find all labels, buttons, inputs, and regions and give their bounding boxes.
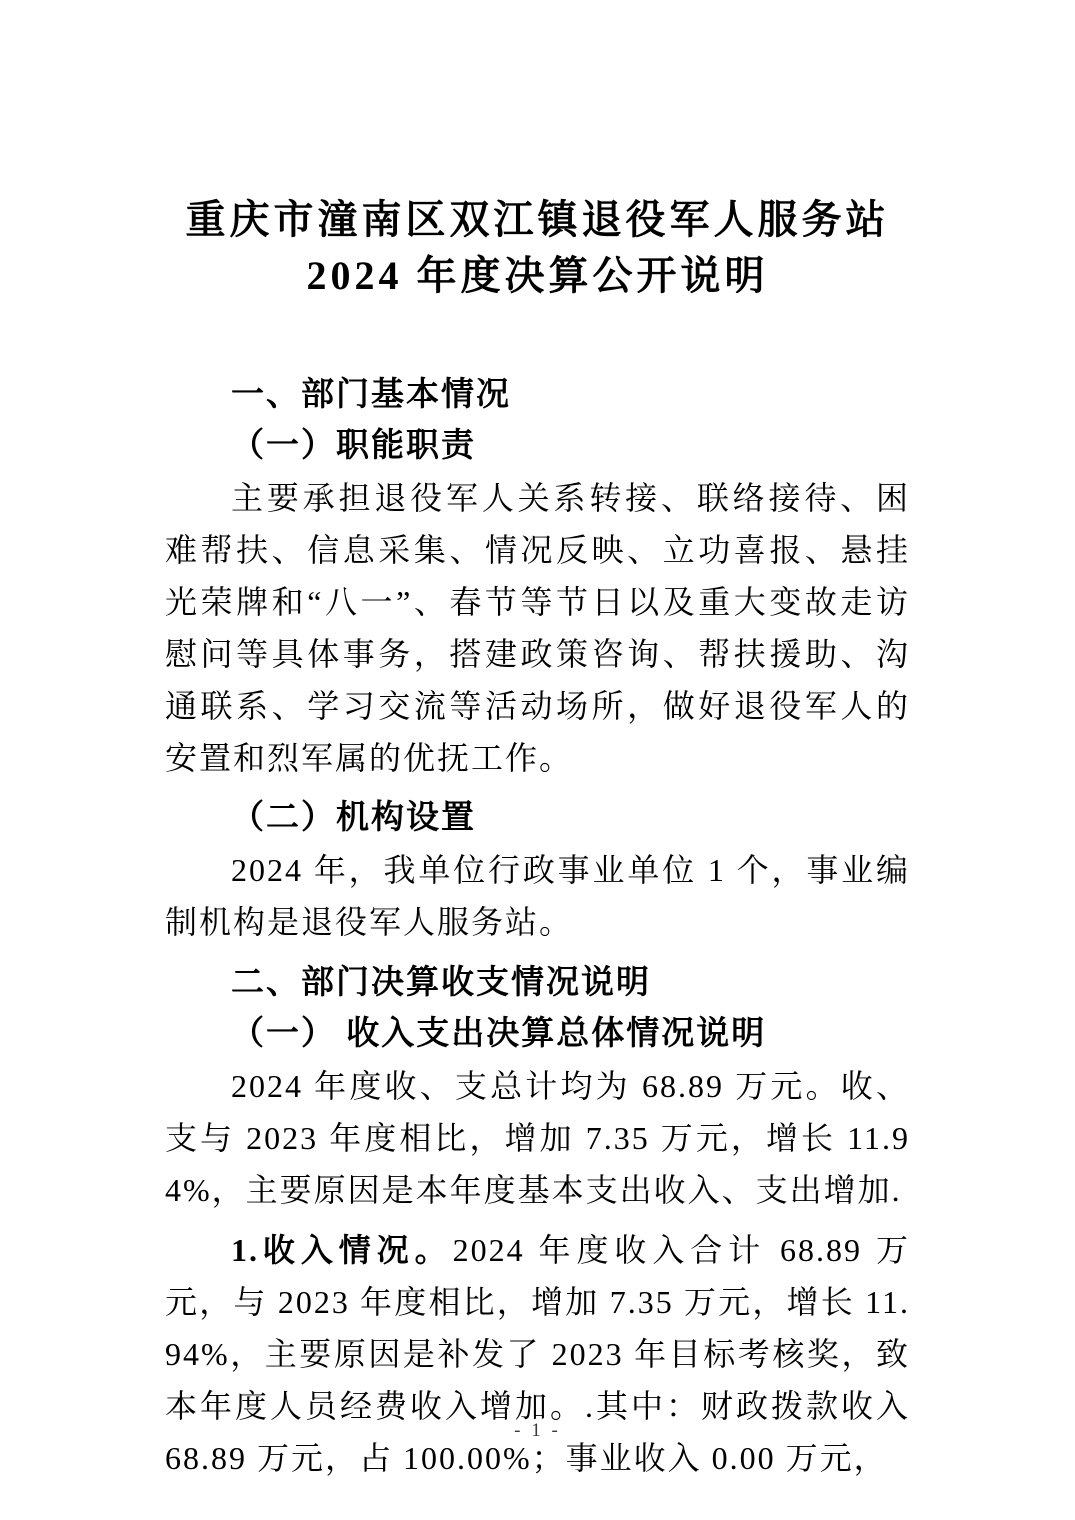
paragraph-income-details-lead: 1.收入情况。 (231, 1232, 453, 1268)
subsection-heading-duties: （一）职能职责 (231, 428, 476, 464)
paragraph-duties: 主要承担退役军人关系转接、联络接待、困难帮扶、信息采集、情况反映、立功喜报、悬挂光荣牌和“八一”、春节等节日以及重大变故走访慰问等具体事务，搭建政策咨询、帮扶援助、沟通联系、学习交流等活动场所，做好退役军人的安置和烈军属的优抚工作。 (165, 480, 910, 776)
document-title-line2: 2024 年度决算公开说明 (306, 253, 769, 298)
document-title (165, 192, 910, 304)
paragraph-organization: 2024 年，我单位行政事业单位 1 个，事业编制机构是退役军人服务站。 (165, 852, 910, 940)
paragraph-income-details-body: 2024 年度收入合计 68.89 万元，与 2023 年度相比，增加 7.35 万元，增长 11.94%，主要原因是补发了 2023 年目标考核奖，致本年度人员经费收入增加。.其中：财政拨款收入 68.89 万元，占 100.00%；事业收入 0.00 万元， (165, 1232, 910, 1476)
document-content (165, 192, 910, 1492)
paragraph-overall-income-expenditure: 2024 年度收、支总计均为 68.89 万元。收、支与 2023 年度相比，增加 7.35 万元，增长 11.94%，主要原因是本年度基本支出收入、支出增加. (165, 1068, 910, 1208)
section-heading-department-basics: 一、部门基本情况 (231, 375, 511, 412)
subsection-heading-organization: （二）机构设置 (231, 800, 476, 836)
document-title-line1: 重庆市潼南区双江镇退役军人服务站 (185, 197, 890, 242)
paragraph-income-details (165, 1224, 910, 1484)
section-heading-budget-final-accounts: 二、部门决算收支情况说明 (231, 963, 651, 1000)
subsection-heading-overall-income-expenditure: （一） 收入支出决算总体情况说明 (231, 1016, 767, 1052)
page-number: - 1 - (514, 1420, 561, 1441)
